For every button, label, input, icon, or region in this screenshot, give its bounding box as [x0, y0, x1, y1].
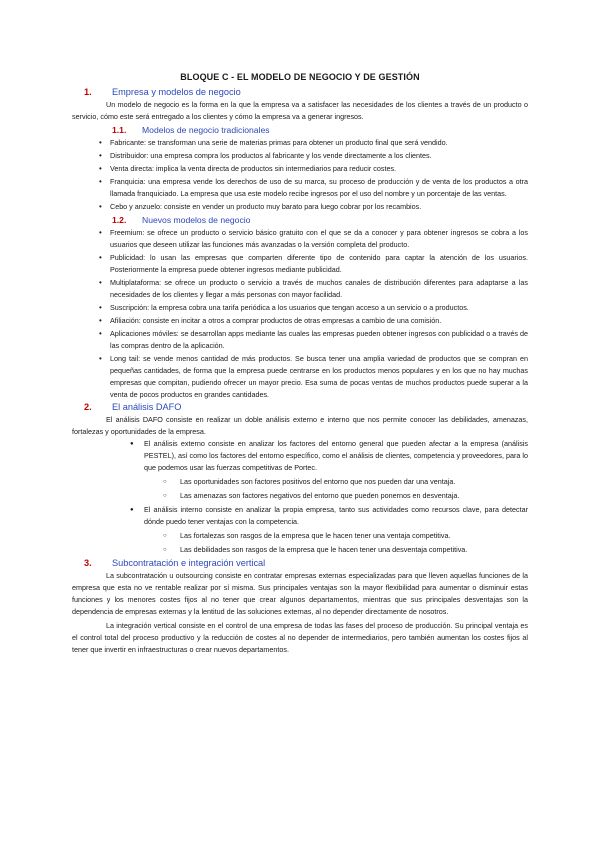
item-text: se ofrece un producto o servicio básico gratuito con el que se da a conocer y para obtener ingresos se cobra a los usuarios que deseen utilizar las funciones más avanzadas o la versión completa del producto.: [110, 228, 528, 249]
sub-bullet-list: [72, 476, 528, 502]
section-number: 1.: [84, 87, 92, 97]
list-item: [110, 227, 528, 251]
section-title: Empresa y modelos de negocio: [112, 87, 241, 97]
item-term: Franquicia:: [110, 177, 146, 186]
subsection-title: Modelos de negocio tradicionales: [142, 125, 270, 135]
list-item: ○ Las debilidades son rasgos de la empresa que le hacen tener una desventaja competitiva.: [180, 544, 528, 556]
list-item: ● El análisis interno consiste en analizar la propia empresa, tanto sus actividades como recursos clave, para detectar dónde puedo tener ventajas con la competencia.: [144, 504, 528, 528]
paragraph: Un modelo de negocio es la forma en la que la empresa va a satisfacer las necesidades de los clientes a través de un producto o servicio, cómo este será entregado a los clientes y cómo la empresa va a generar ingresos.: [72, 100, 528, 121]
item-text: consiste en incitar a otros a comprar productos de otras empresas a cambio de una comisión.: [140, 316, 442, 325]
list-item: ○ Las amenazas son factores negativos del entorno que pueden ponernos en desventaja.: [180, 490, 528, 502]
section-number: 2.: [84, 402, 92, 412]
paragraph: El análisis DAFO consiste en realizar un doble análisis externo e interno que nos permite conocer las debilidades, amenazas, fortalezas y oportunidades de la empresa.: [72, 415, 528, 436]
item-term: Multiplataforma:: [110, 278, 162, 287]
item-text: se vende menos cantidad de más productos. Se busca tener una amplia variedad de productos que se compran en pequeñas cantidades, de forma que la empresa puede centrarse en los productos menos populares y en los que no hay muchas empresas que compitan, pudiendo ofrecer un mayor precio. Esa suma de pocas ventas de muchos productos puede superar a la venta de pocos productos en grandes cantidades.: [110, 354, 528, 399]
bullet-list: [72, 227, 528, 401]
list-item: ● El análisis externo consiste en analizar los factores del entorno general que pueden afectar a la empresa (análisis PESTEL), así como los factores del entorno específico, como el análisis de clientes, competencia y proveedores, para lo que podemos usar las fuerzas competitivas de Portec.: [144, 438, 528, 474]
item-term: Suscripción:: [110, 303, 150, 312]
list-item: [110, 328, 528, 352]
section-number: 3.: [84, 558, 92, 568]
subsection-heading-1-2: [112, 215, 528, 225]
section-heading-1: [84, 87, 528, 97]
subsection-number: 1.2.: [112, 215, 127, 225]
section-heading-2: [84, 402, 528, 412]
subsection-heading-1-1: [112, 125, 528, 135]
subsection-title: Nuevos modelos de negocio: [142, 215, 251, 225]
list-item: [110, 252, 528, 276]
page-title: BLOQUE C - EL MODELO DE NEGOCIO Y DE GESTIÓN: [180, 72, 420, 82]
item-term: Fabricante:: [110, 138, 146, 147]
item-text: consiste en vender un producto muy barato para luego cobrar por los recambios.: [161, 202, 422, 211]
item-term: Cebo y anzuelo:: [110, 202, 162, 211]
paragraph: La integración vertical consiste en el control de una empresa de todas las fases del proceso de producción. Su principal ventaja es el control total del proceso productivo y la reducción de costes al no depender de intermediarios, pero también aumentan los costes fijos al tener que invertir en infraestructuras o crear nuevos departamentos.: [72, 621, 528, 654]
item-text: la empresa cobra una tarifa periódica a los usuarios que tengan acceso a un servicio o a productos.: [149, 303, 469, 312]
section-title: Subcontratación e integración vertical: [112, 558, 266, 568]
list-item: [110, 163, 528, 175]
item-term: Publicidad:: [110, 253, 146, 262]
list-item: [110, 201, 528, 213]
item-term: Distribuidor:: [110, 151, 149, 160]
item-term: Long tail:: [110, 354, 141, 363]
item-text: se ofrece un producto o servicio a través de muchos canales de distribución diferentes para adaptarse a las necesidades de los clientes y llegar a más personas con mayor facilidad.: [110, 278, 528, 299]
sub-bullet-list: [72, 530, 528, 556]
item-text: una empresa compra los productos al fabricante y los vende directamente a los clientes.: [148, 151, 432, 160]
bullet-list: [72, 504, 528, 528]
bullet-list: [72, 137, 528, 213]
section-heading-3: [84, 558, 528, 568]
paragraph: La subcontratación u outsourcing consiste en contratar empresas externas especializadas para que lleven aquellas funciones de la empresa que esta no ve rentable realizar por sí misma. Sus principales ventajas son la mayor flexibilidad para aumentar o disminuir estas funciones y los menores costes fijos al no tener que crear algunos departamentos, mientras que sus principales desventajas son la dependencia de empresas externas y la lentitud de las soluciones externas, al no depender directamente de nosotros.: [72, 571, 528, 616]
subsection-number: 1.1.: [112, 125, 127, 135]
item-term: Aplicaciones móviles:: [110, 329, 179, 338]
item-text: implica la venta directa de productos sin intermediarios para reducir costes.: [153, 164, 397, 173]
list-item: [110, 315, 528, 327]
section-title: El análisis DAFO: [112, 402, 182, 412]
list-item: [110, 176, 528, 200]
item-text: se transforman una serie de materias primas para obtener un producto final que será vendido.: [145, 138, 448, 147]
list-item: ○ Las oportunidades son factores positivos del entorno que nos pueden dar una ventaja.: [180, 476, 528, 488]
item-term: Venta directa:: [110, 164, 154, 173]
item-text: se desarrollan apps mediante las cuales las empresas pueden obtener ingresos con publicidad o a través de las compras dentro de la aplicación.: [110, 329, 528, 350]
list-item: [110, 137, 528, 149]
list-item: [110, 277, 528, 301]
bullet-list: [72, 438, 528, 474]
list-item: [110, 302, 528, 314]
list-item: ○ Las fortalezas son rasgos de la empresa que le hacen tener una ventaja competitiva.: [180, 530, 528, 542]
item-text: lo usan las empresas que comparten diferente tipo de contenido para captar la atención de los usuarios. Posteriormente la empresa puede obtener ingresos mediante publicidad.: [110, 253, 528, 274]
list-item: [110, 353, 528, 401]
item-term: Afiliación:: [110, 316, 141, 325]
item-text: una empresa vende los derechos de uso de su marca, su proceso de producción y de venta de los productos a otra llamada franquiciado. La empresa que usa este modelo recibe ingresos por el uso del nombre y un porcentaje de las ventas.: [110, 177, 528, 198]
list-item: [110, 150, 528, 162]
item-term: Freemium:: [110, 228, 145, 237]
